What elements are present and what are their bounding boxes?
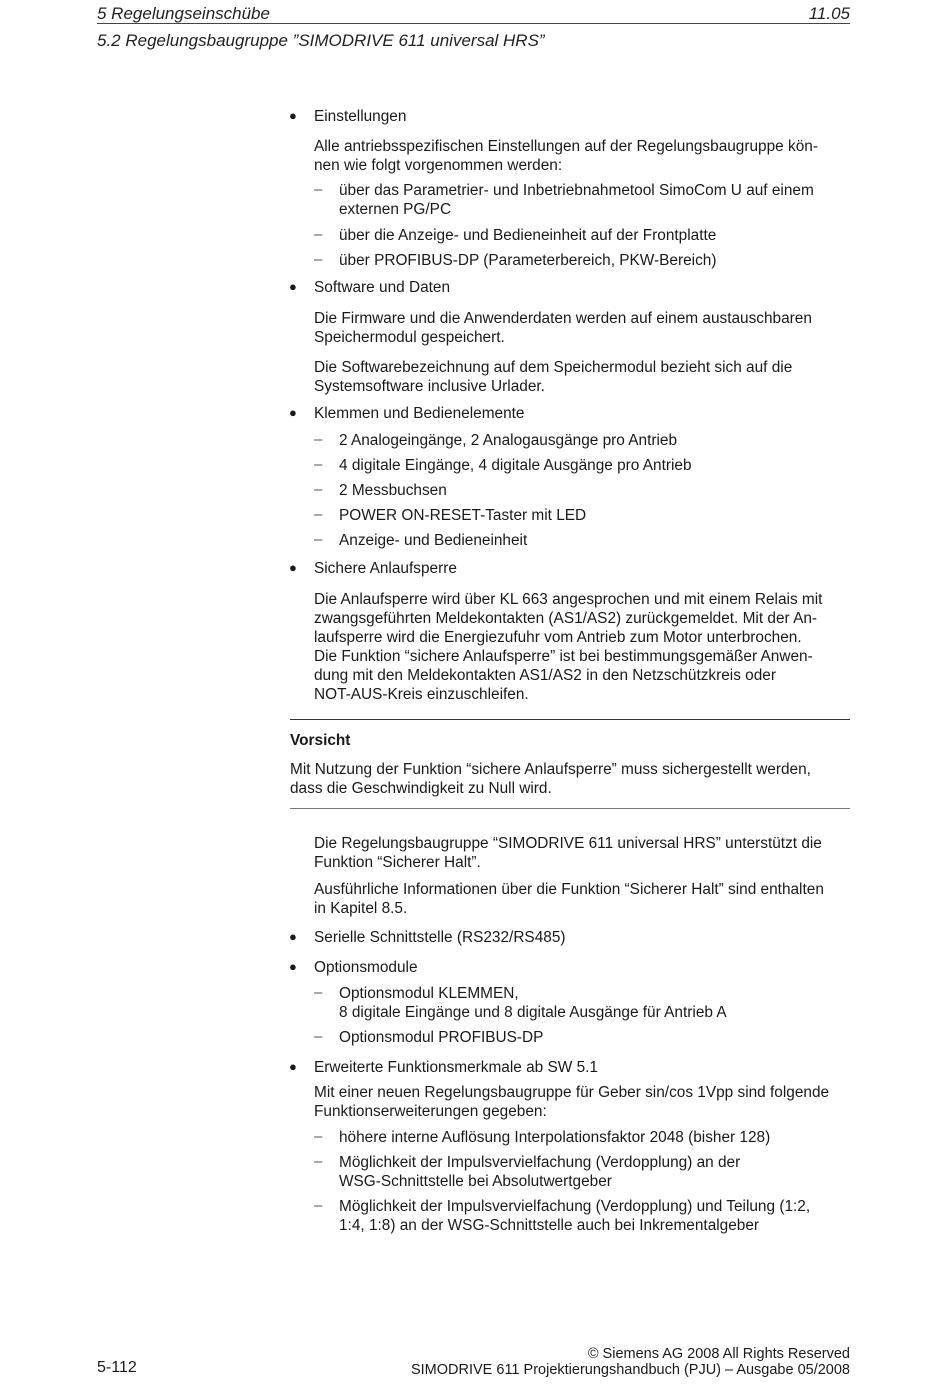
sub-item: Anzeige- und Bedieneinheit [339,532,528,549]
bullet-marker: ● [289,405,297,420]
paragraph-line: Funktionserweiterungen gegeben: [314,1103,547,1120]
sub-item-cont: 1:4, 1:8) an der WSG-Schnittstelle auch bei Inkrementalgeber [339,1217,760,1234]
sub-item: 2 Messbuchsen [339,482,447,499]
bullet-marker: ● [289,1059,297,1074]
sub-item: Möglichkeit der Impulsvervielfachung (Verdopplung) an der [339,1154,741,1171]
paragraph-line: Systemsoftware inclusive Urlader. [314,378,545,395]
sub-item: 4 digitale Eingänge, 4 digitale Ausgänge pro Antrieb [339,457,692,474]
item-klemmen: Klemmen und Bedienelemente [314,405,525,422]
paragraph-line: Alle antriebsspezifischen Einstellungen auf der Regelungsbaugruppe kön- [314,138,818,155]
bullet-marker: ● [289,959,297,974]
dash-marker: – [314,181,323,198]
sub-item: über das Parametrier- und Inbetriebnahmetool SimoCom U auf einem [339,182,814,199]
sub-item: Optionsmodul KLEMMEN, [339,985,519,1002]
dash-marker: – [314,226,323,243]
paragraph-line: Die Regelungsbaugruppe “SIMODRIVE 611 universal HRS” unterstützt die [314,835,822,852]
paragraph-line: Die Softwarebezeichnung auf dem Speichermodul bezieht sich auf die [314,359,793,376]
dash-marker: – [314,531,323,548]
dash-marker: – [314,251,323,268]
paragraph-line: laufsperre wird die Energiezufuhr vom Antrieb zum Motor unterbrochen. [314,629,802,646]
section-title: 5.2 Regelungsbaugruppe ”SIMODRIVE 611 universal HRS” [97,31,545,50]
header-rule [97,23,850,24]
caution-title: Vorsicht [290,732,351,749]
sub-item: über PROFIBUS-DP (Parameterbereich, PKW-Bereich) [339,252,717,269]
paragraph-line: NOT-AUS-Kreis einzuschleifen. [314,686,529,703]
header-date: 11.05 [808,4,850,23]
chapter-header: 5 Regelungseinschübe [97,4,270,23]
caution-text: Mit Nutzung der Funktion “sichere Anlaufsperre” muss sichergestellt werden, [290,761,811,778]
page-number: 5-112 [97,1359,137,1376]
item-anlaufsperre: Sichere Anlaufsperre [314,560,457,577]
caution-text: dass die Geschwindigkeit zu Null wird. [290,780,552,797]
sub-item-cont: 8 digitale Eingänge und 8 digitale Ausgänge für Antrieb A [339,1004,727,1021]
caution-bottom-rule [290,808,850,809]
dash-marker: – [314,1197,323,1214]
dash-marker: – [314,1028,323,1045]
paragraph-line: Die Firmware und die Anwenderdaten werden auf einem austauschbaren [314,310,812,327]
bullet-marker: ● [289,279,297,294]
sub-item: Möglichkeit der Impulsvervielfachung (Verdopplung) und Teilung (1:2, [339,1198,811,1215]
dash-marker: – [314,506,323,523]
paragraph-line: Speichermodul gespeichert. [314,329,505,346]
paragraph-line: nen wie folgt vorgenommen werden: [314,157,563,174]
paragraph-line: Die Funktion “sichere Anlaufsperre” ist bei bestimmungsgemäßer Anwen- [314,648,813,665]
paragraph-line: Funktion “Sicherer Halt”. [314,854,481,871]
dash-marker: – [314,431,323,448]
bullet-marker: ● [289,929,297,944]
paragraph-line: zwangsgeführten Meldekontakten (AS1/AS2) zurückgemeldet. Mit der An- [314,610,818,627]
bullet-marker: ● [289,108,297,123]
item-optionsmodule: Optionsmodule [314,959,418,976]
item-software: Software und Daten [314,279,451,296]
paragraph-line: dung mit den Meldekontakten AS1/AS2 in den Netzschützkreis oder [314,667,776,684]
sub-item: 2 Analogeingänge, 2 Analogausgänge pro Antrieb [339,432,678,449]
paragraph-line: Die Anlaufsperre wird über KL 663 angesprochen und mit einem Relais mit [314,591,823,608]
dash-marker: – [314,1128,323,1145]
sub-item: höhere interne Auflösung Interpolationsfaktor 2048 (bisher 128) [339,1129,771,1146]
item-einstellungen: Einstellungen [314,108,407,125]
caution-top-rule [290,719,850,720]
sub-item-cont: externen PG/PC [339,201,452,218]
sub-item: POWER ON-RESET-Taster mit LED [339,507,587,524]
dash-marker: – [314,456,323,473]
paragraph-line: in Kapitel 8.5. [314,900,408,917]
paragraph-line: Ausführliche Informationen über die Funktion “Sicherer Halt” sind enthalten [314,881,824,898]
manual-reference: SIMODRIVE 611 Projektierungshandbuch (PJU) – Ausgabe 05/2008 [410,1362,850,1378]
paragraph-line: Mit einer neuen Regelungsbaugruppe für Geber sin/cos 1Vpp sind folgende [314,1084,830,1101]
dash-marker: – [314,984,323,1001]
copyright: © Siemens AG 2008 All Rights Reserved [587,1346,850,1362]
dash-marker: – [314,481,323,498]
item-erweiterte-funktionen: Erweiterte Funktionsmerkmale ab SW 5.1 [314,1059,598,1076]
sub-item: Optionsmodul PROFIBUS-DP [339,1029,544,1046]
dash-marker: – [314,1153,323,1170]
sub-item: über die Anzeige- und Bedieneinheit auf der Frontplatte [339,227,717,244]
bullet-marker: ● [289,560,297,575]
sub-item-cont: WSG-Schnittstelle bei Absolutwertgeber [339,1173,612,1190]
item-serielle-schnittstelle: Serielle Schnittstelle (RS232/RS485) [314,929,566,946]
